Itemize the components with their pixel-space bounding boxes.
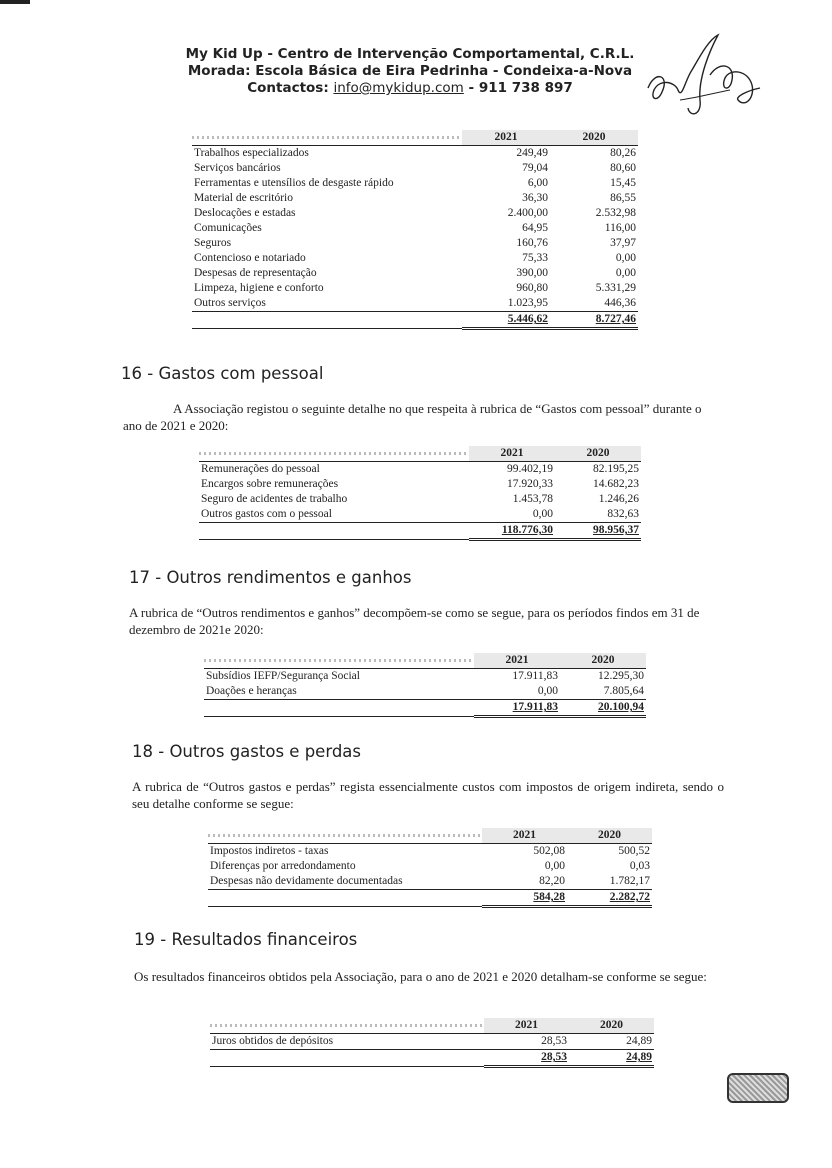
table-row: Despesas não devidamente documentadas 82,20 1.782,17 <box>208 874 652 890</box>
contact-phone: - 911 738 897 <box>468 80 573 96</box>
other-expenses-table <box>208 828 652 908</box>
page-stamp <box>727 1073 789 1103</box>
table-row: Juros obtidos de depósitos 28,53 24,89 <box>210 1034 654 1050</box>
section-16-title: 16 - Gastos com pessoal <box>121 364 324 383</box>
col-2020: 2020 <box>569 1018 654 1034</box>
table-row: Trabalhos especializados 249,49 80,26 <box>194 147 636 159</box>
table-row: Seguros 160,76 37,97 <box>194 237 636 249</box>
table-header-row <box>204 653 646 669</box>
table-total-row: 17.911,83 20.100,94 <box>204 700 646 717</box>
col-2021: 2021 <box>482 828 567 844</box>
table-header-row <box>199 446 641 462</box>
contacts-label: Contactos: <box>247 80 329 96</box>
col-2020: 2020 <box>550 130 638 146</box>
table-total-row: 118.776,30 98.956,37 <box>199 523 641 540</box>
table-row: Serviços bancários 79,04 80,60 <box>194 162 636 174</box>
section-18-title: 18 - Outros gastos e perdas <box>132 742 361 761</box>
table-row: Despesas de representação 390,00 0,00 <box>194 267 636 279</box>
col-2020: 2020 <box>555 446 641 462</box>
services-table <box>192 130 638 330</box>
section-17-title: 17 - Outros rendimentos e ganhos <box>129 568 412 587</box>
col-2020: 2020 <box>567 828 652 844</box>
table-total-row: 5.446,62 8.727,46 <box>192 312 638 329</box>
contact-email[interactable]: info@mykidup.com <box>333 80 464 96</box>
table-row: Ferramentas e utensílios de desgaste rápido 6,00 15,45 <box>194 177 636 189</box>
handwritten-signature <box>640 30 770 120</box>
section-18-text: A rubrica de “Outros gastos e perdas” regista essencialmente custos com impostos de origem indireta, sendo o seu detalhe conforme se segue: <box>132 779 724 811</box>
table-row: Comunicações 64,95 116,00 <box>194 222 636 234</box>
table-row: Subsídios IEFP/Segurança Social 17.911,83 12.295,30 <box>206 670 644 682</box>
table-row: Doações e heranças 0,00 7.805,64 <box>204 684 646 700</box>
col-2021: 2021 <box>462 130 550 146</box>
financial-results-table <box>210 1018 654 1068</box>
col-2021: 2021 <box>474 653 560 669</box>
table-header-row <box>210 1018 654 1034</box>
other-income-table <box>204 653 646 718</box>
col-2020: 2020 <box>560 653 646 669</box>
table-row: Limpeza, higiene e conforto 960,80 5.331,29 <box>194 282 636 294</box>
table-header-row <box>208 828 652 844</box>
section-17-text: A rubrica de “Outros rendimentos e ganhos” decompõem-se como se segue, para os períodos findos em 31 de dezembro de 2021e 2020: <box>129 605 700 637</box>
personnel-table <box>199 446 641 541</box>
table-total-row: 584,28 2.282,72 <box>208 890 652 907</box>
table-row: Remunerações do pessoal 99.402,19 82.195,25 <box>201 463 639 475</box>
table-header-row <box>192 130 638 146</box>
table-row: Material de escritório 36,30 86,55 <box>194 192 636 204</box>
table-row: Encargos sobre remunerações 17.920,33 14.682,23 <box>201 478 639 490</box>
table-row: Deslocações e estadas 2.400,00 2.532,98 <box>194 207 636 219</box>
org-name: My Kid Up - Centro de Intervenção Comportamental, C.R.L. <box>185 46 635 62</box>
table-row: Outros serviços 1.023,95 446,36 <box>192 296 638 312</box>
col-2021: 2021 <box>484 1018 569 1034</box>
table-row: Impostos indiretos - taxas 502,08 500,52 <box>210 845 650 857</box>
table-row: Contencioso e notariado 75,33 0,00 <box>194 252 636 264</box>
col-2021: 2021 <box>469 446 555 462</box>
org-contacts <box>170 80 650 97</box>
org-address: Morada: Escola Básica de Eira Pedrinha - Condeixa-a-Nova <box>187 63 633 79</box>
table-row: Outros gastos com o pessoal 0,00 832,63 <box>199 507 641 523</box>
table-row: Seguro de acidentes de trabalho 1.453,78 1.246,26 <box>201 493 639 505</box>
table-total-row: 28,53 24,89 <box>210 1050 654 1067</box>
section-19-title: 19 - Resultados financeiros <box>134 930 358 949</box>
table-row: Diferenças por arredondamento 0,00 0,03 <box>210 860 650 872</box>
section-16-text: A Associação registou o seguinte detalhe no que respeita à rubrica de “Gastos com pessoal” durante o ano de 2021 e 2020: <box>123 401 702 433</box>
section-19-text: Os resultados financeiros obtidos pela Associação, para o ano de 2021 e 2020 detalham-se conforme se segue: <box>134 969 707 984</box>
letterhead <box>170 46 650 97</box>
scan-corner-mark <box>0 0 30 4</box>
